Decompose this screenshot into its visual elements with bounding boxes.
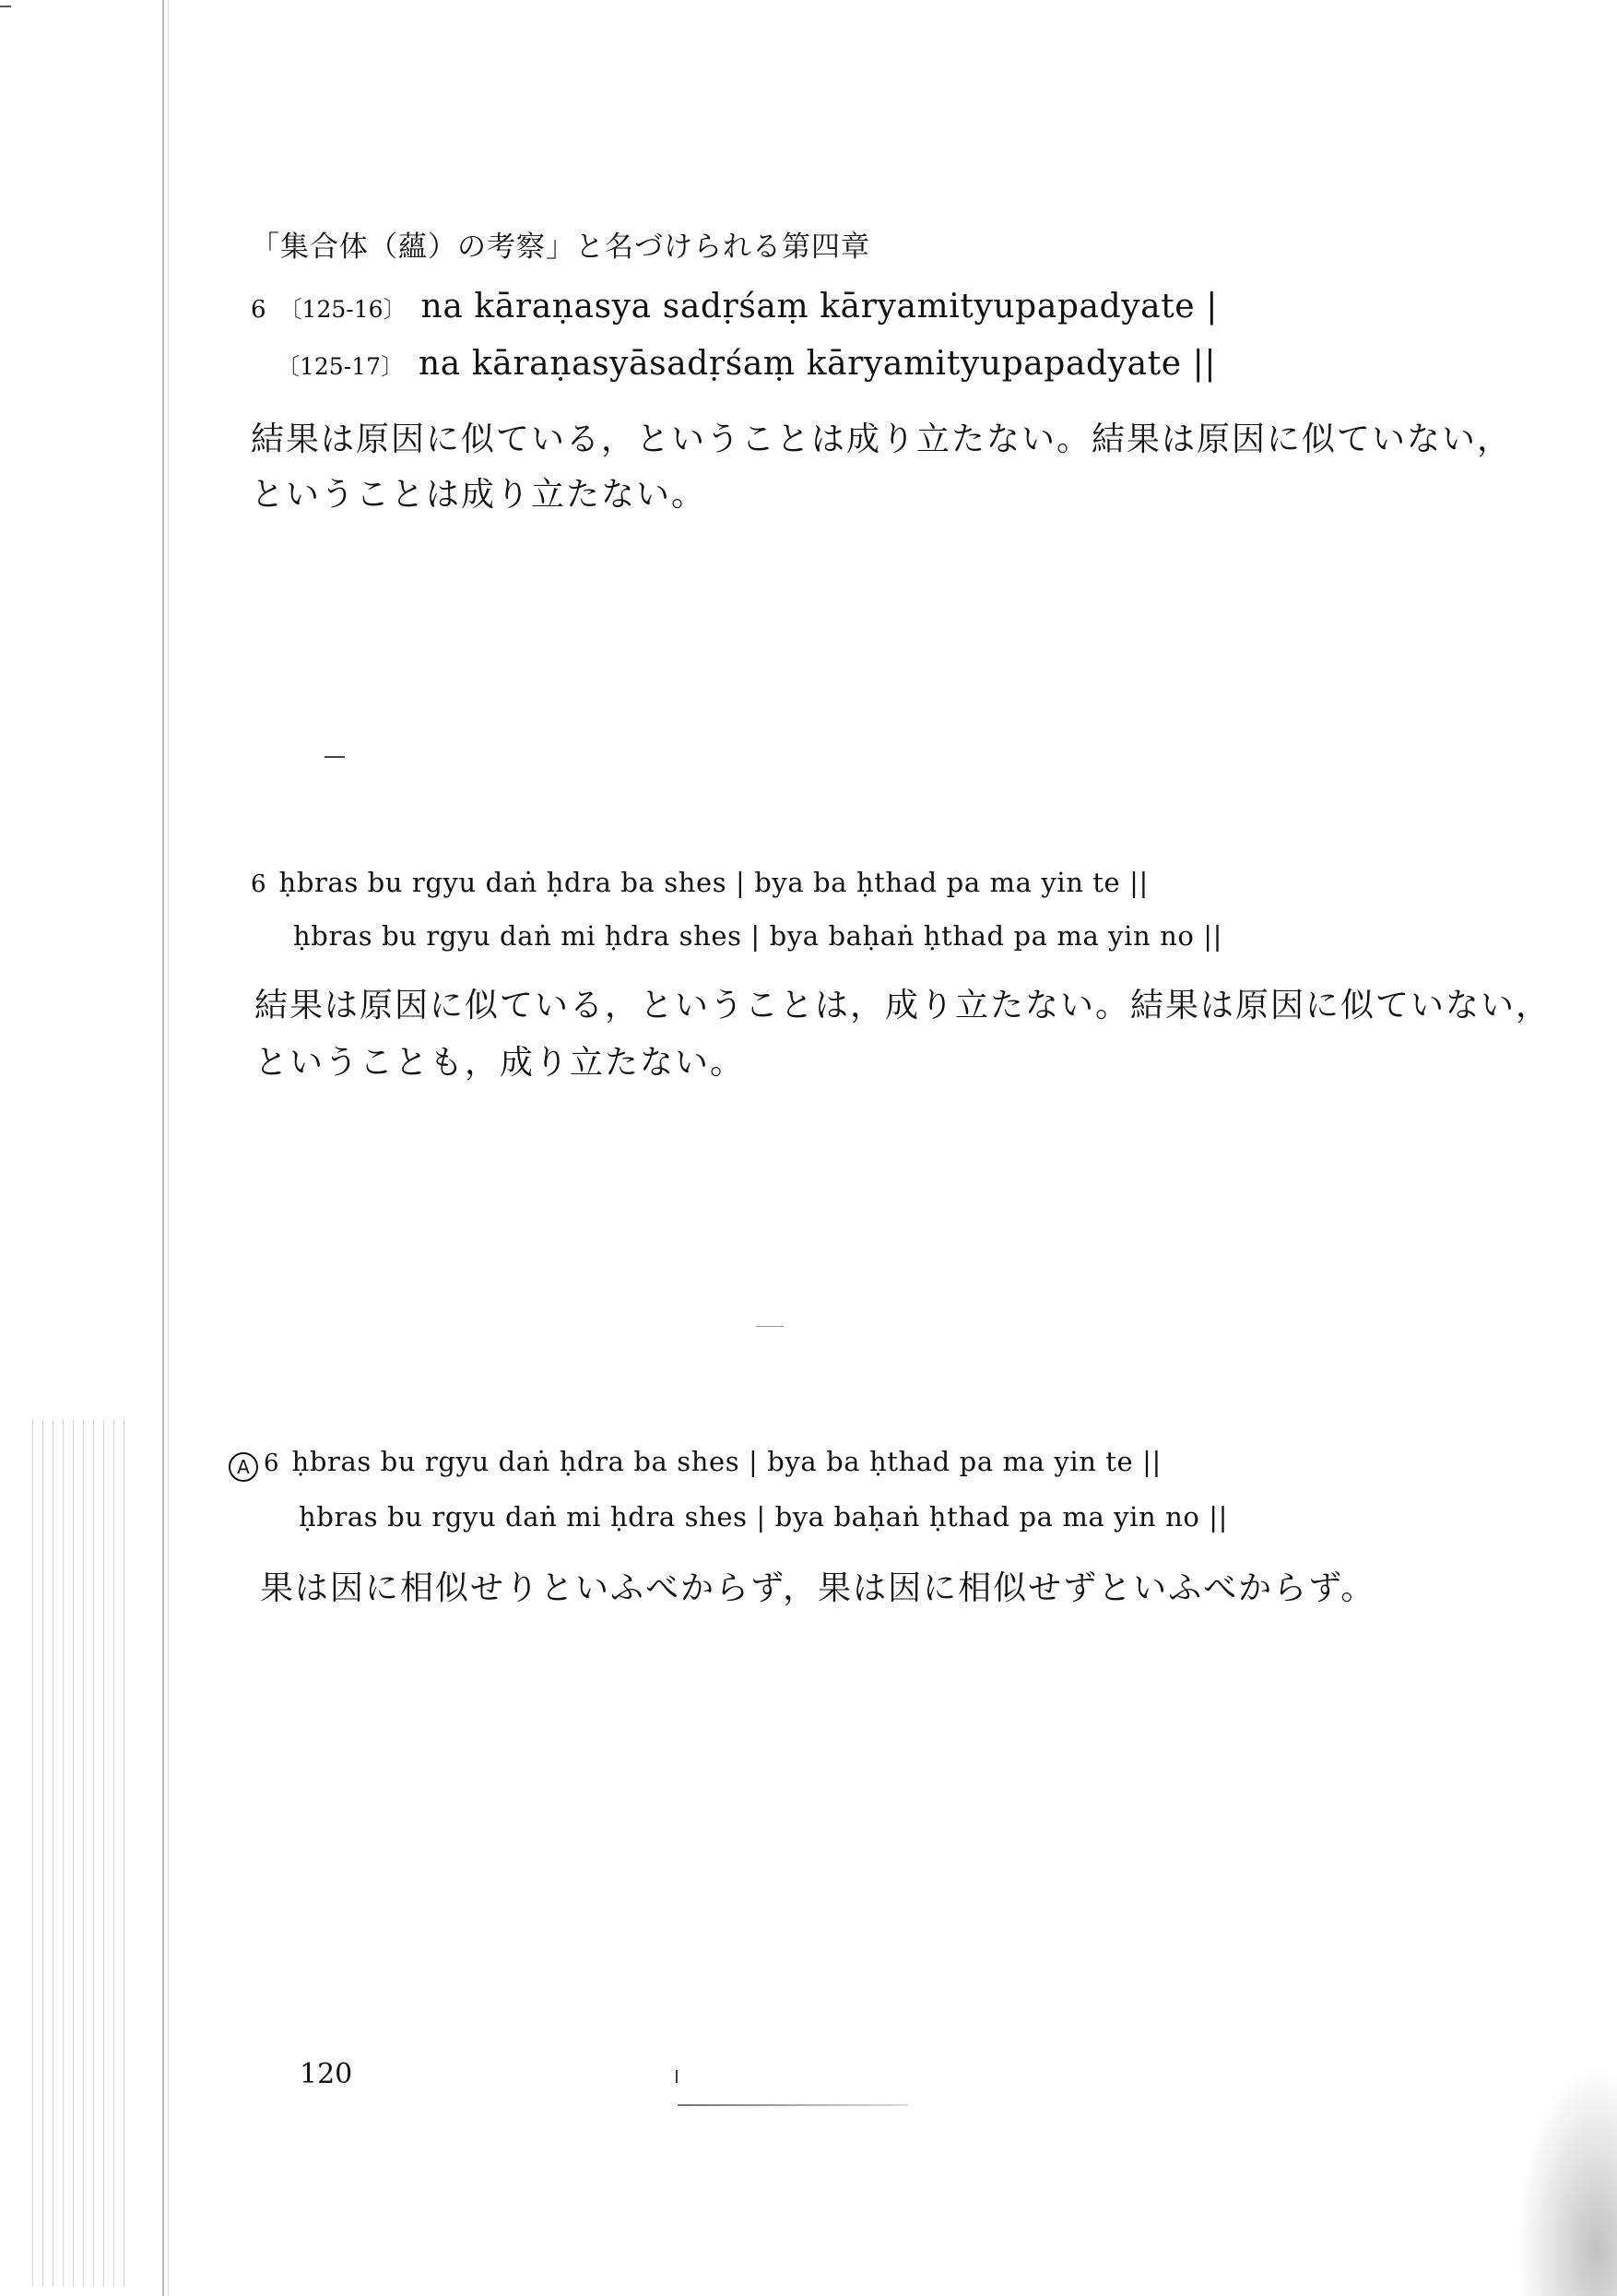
binding-shadow	[168, 0, 169, 2296]
stray-mark	[756, 1326, 784, 1327]
chapter-heading: 「集合体（蘊）の考察」と名づけられる第四章	[251, 231, 870, 264]
gutter-scan-noise	[28, 1420, 129, 2287]
tibetan-text: ḥbras bu rgyu daṅ ḥdra ba shes | bya ba ḥthad pa ma yin te ||	[278, 867, 1149, 898]
verse-reference: 〔125-17〕	[277, 353, 404, 380]
sanskrit-text: na kāraṇasya sadṛśaṃ kāryamityupapadyate |	[420, 288, 1218, 325]
page-number: 120	[300, 2058, 353, 2090]
verse-number: 6	[251, 296, 266, 324]
binding-line	[162, 0, 164, 2296]
translation-line-2: ということも，成り立たない。	[254, 1044, 746, 1082]
stray-mark	[325, 756, 345, 758]
tibetan-verse-line-1	[229, 1446, 1162, 1482]
tibetan-text: ḥbras bu rgyu daṅ ḥdra ba shes | bya ba ḥthad pa ma yin te ||	[291, 1446, 1162, 1477]
verse-number: 6	[264, 1450, 279, 1477]
verse-number: 6	[251, 870, 266, 898]
verse-reference: 〔125-16〕	[278, 296, 407, 323]
sanskrit-verse-line-1	[251, 288, 1218, 325]
sanskrit-verse-line-2	[277, 345, 1216, 383]
corner-scan-noise	[1516, 2065, 1617, 2296]
stray-stroke	[678, 2104, 908, 2106]
classical-translation: 果は因に相似せりといふべからず，果は因に相似せずといふべからず。	[260, 1569, 1376, 1607]
tibetan-verse-line-1	[251, 867, 1149, 898]
tibetan-verse-line-2: ḥbras bu rgyu daṅ mi ḥdra shes | bya baḥaṅ ḥthad pa ma yin no ||	[299, 1501, 1229, 1533]
scan-mark	[0, 6, 11, 7]
translation-line-2: ということは成り立たない。	[251, 476, 707, 514]
tibetan-verse-line-2: ḥbras bu rgyu daṅ mi ḥdra shes | bya baḥaṅ ḥthad pa ma yin no ||	[293, 920, 1223, 952]
sanskrit-text: na kāraṇasyāsadṛśaṃ kāryamityupapadyate ||	[418, 345, 1217, 383]
stray-mark	[676, 2070, 678, 2083]
circled-marker: A	[229, 1452, 258, 1482]
translation-line-1: 結果は原因に似ている，ということは，成り立たない。結果は原因に似ていない，	[254, 987, 1552, 1024]
translation-line-1: 結果は原因に似ている，ということは成り立たない。結果は原因に似ていない，	[251, 420, 1513, 458]
